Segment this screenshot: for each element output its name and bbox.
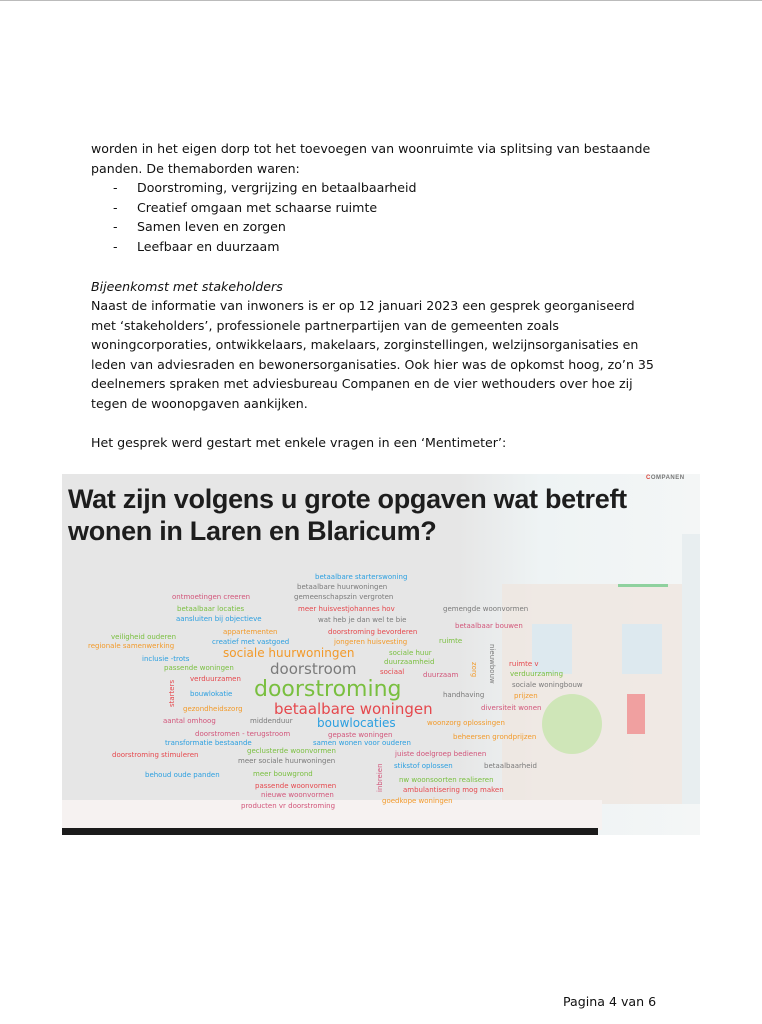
word-cloud-term: ruimte: [439, 637, 463, 645]
word-cloud-term: zorg: [470, 662, 478, 678]
mentimeter-slide-image: [62, 474, 700, 835]
slide-bottom-bar: [62, 828, 598, 835]
word-cloud-term: verduurzaming: [510, 670, 564, 678]
word-cloud-term: middenduur: [250, 717, 293, 725]
companen-logo: COMPANEN: [646, 475, 685, 481]
word-cloud-term: producten vr doorstroming: [241, 802, 336, 810]
word-cloud-term: inclusie -trots: [142, 655, 190, 663]
word-cloud-term: behoud oude panden: [145, 771, 220, 779]
body-text-line: panden. De themaborden waren:: [91, 161, 300, 176]
word-cloud-term: bouwlocaties: [317, 716, 396, 730]
page-number: Pagina 4 van 6: [563, 994, 657, 1009]
bullet-dash: -: [113, 239, 118, 254]
word-cloud-term: beheersen grondprijzen: [453, 733, 537, 741]
word-cloud-term: doorstromen - terugstroom: [195, 730, 291, 738]
word-cloud-term: ruimte v: [509, 660, 539, 668]
word-cloud-term: inbreien: [376, 763, 384, 792]
word-cloud-term: sociale woningbouw: [512, 681, 583, 689]
word-cloud-term: sociaal: [380, 668, 405, 676]
bullet-item: Samen leven en zorgen: [137, 219, 286, 234]
word-cloud-term: sociale huurwoningen: [223, 646, 355, 660]
word-cloud-term: ambulantisering mog maken: [403, 786, 504, 794]
body-text-line: worden in het eigen dorp tot het toevoegen van woonruimte via splitsing van bestaande: [91, 141, 651, 156]
word-cloud-term: doorstroom: [270, 660, 357, 678]
bullet-item: Creatief omgaan met schaarse ruimte: [137, 200, 378, 215]
body-text-line: tegen de woonopgaven aankijken.: [91, 396, 308, 411]
word-cloud-term: geclusterde woonvormen: [247, 747, 336, 755]
body-text-line: Het gesprek werd gestart met enkele vragen in een ‘Mentimeter’:: [91, 435, 507, 450]
stair-illustration: [618, 584, 668, 587]
word-cloud-term: samen wonen voor ouderen: [313, 739, 411, 747]
word-cloud-term: appartementen: [223, 628, 278, 636]
word-cloud-term: gepaste woningen: [328, 731, 393, 739]
word-cloud-term: meer huisvestjohannes hov: [298, 605, 395, 613]
word-cloud-term: doorstroming stimuleren: [112, 751, 199, 759]
word-cloud-term: wat heb je dan wel te bie: [318, 616, 407, 624]
word-cloud-term: gemeenschapszin vergroten: [294, 593, 394, 601]
word-cloud-term: veiligheid ouderen: [111, 633, 177, 641]
word-cloud-term: creatief met vastgoed: [212, 638, 290, 646]
slide-title-line: Wat zijn volgens u grote opgaven wat betreft: [68, 484, 627, 514]
word-cloud-term: duurzaam: [423, 671, 459, 679]
word-cloud-term: meer sociale huurwoningen: [238, 757, 336, 765]
word-cloud-term: betaalbaar bouwen: [455, 622, 523, 630]
word-cloud-term: bouwlokatie: [190, 690, 233, 698]
word-cloud-term: ontmoetingen creeren: [172, 593, 251, 601]
bullet-dash: -: [113, 219, 118, 234]
window-illustration: [622, 624, 662, 674]
door-illustration: [627, 694, 645, 734]
word-cloud-term: duurzaamheid: [384, 658, 435, 666]
section-heading: Bijeenkomst met stakeholders: [91, 279, 283, 294]
body-text-line: woningcorporaties, ontwikkelaars, makelaars, zorginstellingen, welzijnsorganisaties en: [91, 337, 639, 352]
body-text-line: leden van adviesraden en bewonersorganisaties. Ook hier was de opkomst hoog, zo’n 35: [91, 357, 654, 372]
word-cloud-term: transformatie bestaande: [165, 739, 252, 747]
word-cloud-term: juiste doelgroep bedienen: [395, 750, 487, 758]
bullet-item: Leefbaar en duurzaam: [137, 239, 280, 254]
word-cloud-term: prijzen: [514, 692, 538, 700]
slide-title-line: wonen in Laren en Blaricum?: [68, 516, 437, 546]
word-cloud-term: jongeren huisvesting: [334, 638, 408, 646]
bullet-dash: -: [113, 200, 118, 215]
word-cloud-term: stikstof oplossen: [394, 762, 453, 770]
body-text-line: deelnemers spraken met adviesbureau Companen en de vier wethouders over hoe zij: [91, 376, 633, 391]
body-text-line: met ‘stakeholders’, professionele partnerpartijen van de gemeenten zoals: [91, 318, 559, 333]
word-cloud-term: doorstroming bevorderen: [328, 628, 418, 636]
word-cloud-term: nieuwe woonvormen: [261, 791, 334, 799]
word-cloud-term: aantal omhoog: [163, 717, 216, 725]
word-cloud-term: aansluiten bij objectieve: [176, 615, 262, 623]
word-cloud-term: betaalbare huurwoningen: [297, 583, 388, 591]
word-cloud-term: doorstroming: [254, 677, 402, 702]
bullet-item: Doorstroming, vergrijzing en betaalbaarheid: [137, 180, 417, 195]
word-cloud-term: betaalbare woningen: [274, 700, 433, 718]
word-cloud-term: betaalbaarheid: [484, 762, 537, 770]
word-cloud-term: meer bouwgrond: [253, 770, 313, 778]
word-cloud-term: gemengde woonvormen: [443, 605, 529, 613]
word-cloud-term: passende woonvormen: [255, 782, 337, 790]
word-cloud-term: nieuwbouw: [488, 644, 496, 684]
word-cloud-term: diversiteit wonen: [481, 704, 542, 712]
tree-illustration: [542, 694, 602, 754]
word-cloud-term: starters: [168, 679, 176, 707]
word-cloud-term: gezondheidszorg: [183, 705, 243, 713]
word-cloud-term: sociale huur: [389, 649, 432, 657]
second-slide-edge: [682, 534, 700, 804]
word-cloud-term: betaalbaar locaties: [177, 605, 245, 613]
word-cloud-term: woonzorg oplossingen: [427, 719, 505, 727]
page-top-border: [0, 0, 762, 1]
word-cloud-term: regionale samenwerking: [88, 642, 175, 650]
bullet-dash: -: [113, 180, 118, 195]
word-cloud-term: passende woningen: [164, 664, 234, 672]
word-cloud-term: handhaving: [443, 691, 485, 699]
word-cloud-term: verduurzamen: [190, 675, 241, 683]
word-cloud-term: nw woonsoorten realiseren: [399, 776, 494, 784]
body-text-line: Naast de informatie van inwoners is er op 12 januari 2023 een gesprek georganiseerd: [91, 298, 635, 313]
word-cloud-term: goedkope woningen: [382, 797, 453, 805]
word-cloud-term: betaalbare starterswoning: [315, 573, 408, 581]
